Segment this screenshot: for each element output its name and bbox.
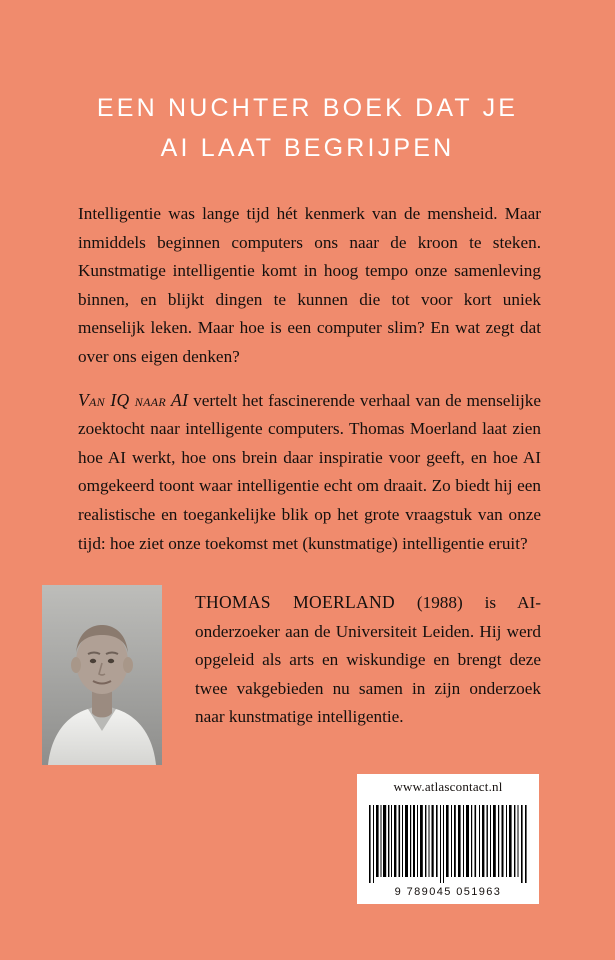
- author-bio-paragraph: [195, 588, 541, 732]
- barcode-icon: [367, 805, 529, 883]
- page-title: [0, 88, 615, 168]
- author-name: THOMAS MOERLAND: [195, 592, 395, 612]
- blurb-paragraph-1: Intelligentie was lange tijd hét kenmerk van de mensheid. Maar inmiddels beginnen computers ons naar de kroon te steken. Kunstmatige intelligentie komt in hoog tempo onze samenleving binnen, en blijkt dingen te kunnen die tot voor kort uniek menselijk leken. Maar hoe is een computer slim? En wat zegt dat over ons eigen denken?: [78, 204, 541, 366]
- avatar: [42, 585, 162, 765]
- author-bio-text: (1988) is AI-onderzoeker aan de Universiteit Leiden. Hij werd opgeleid als arts en wiskundige en brengt deze twee vakgebieden nu samen in zijn onderzoek naar kunstmatige intelligentie.: [195, 593, 541, 727]
- isbn-number: 9 789045 051963: [394, 886, 502, 898]
- headline-line-2: AI LAAT BEGRIJPEN: [160, 134, 455, 162]
- headline-line-1: EEN NUCHTER BOEK DAT JE: [96, 94, 519, 122]
- blurb-paragraph-2: [78, 386, 541, 559]
- barcode-block: [357, 774, 539, 904]
- blurb-text: [78, 200, 541, 558]
- author-portrait-illustration: [42, 585, 162, 765]
- publisher-url[interactable]: www.atlascontact.nl: [357, 774, 539, 799]
- author-bio: [195, 588, 541, 732]
- blurb-paragraph-2-rest: vertelt het fascinerende verhaal van de menselijke zoektocht naar intelligente computers. Thomas Moerland laat zien hoe AI werkt, hoe ons brein daar inspiratie voor geeft, en hoe AI omgekeerd toont waar intelligentie echt om draait. Zo biedt hij een realistische en toegankelijke blik op het grote vraagstuk van onze tijd: hoe ziet onze toekomst met (kunstmatige) intelligentie eruit?: [78, 390, 541, 553]
- barcode-area: [357, 799, 539, 885]
- book-title-inline: Van IQ naar AI: [78, 389, 189, 410]
